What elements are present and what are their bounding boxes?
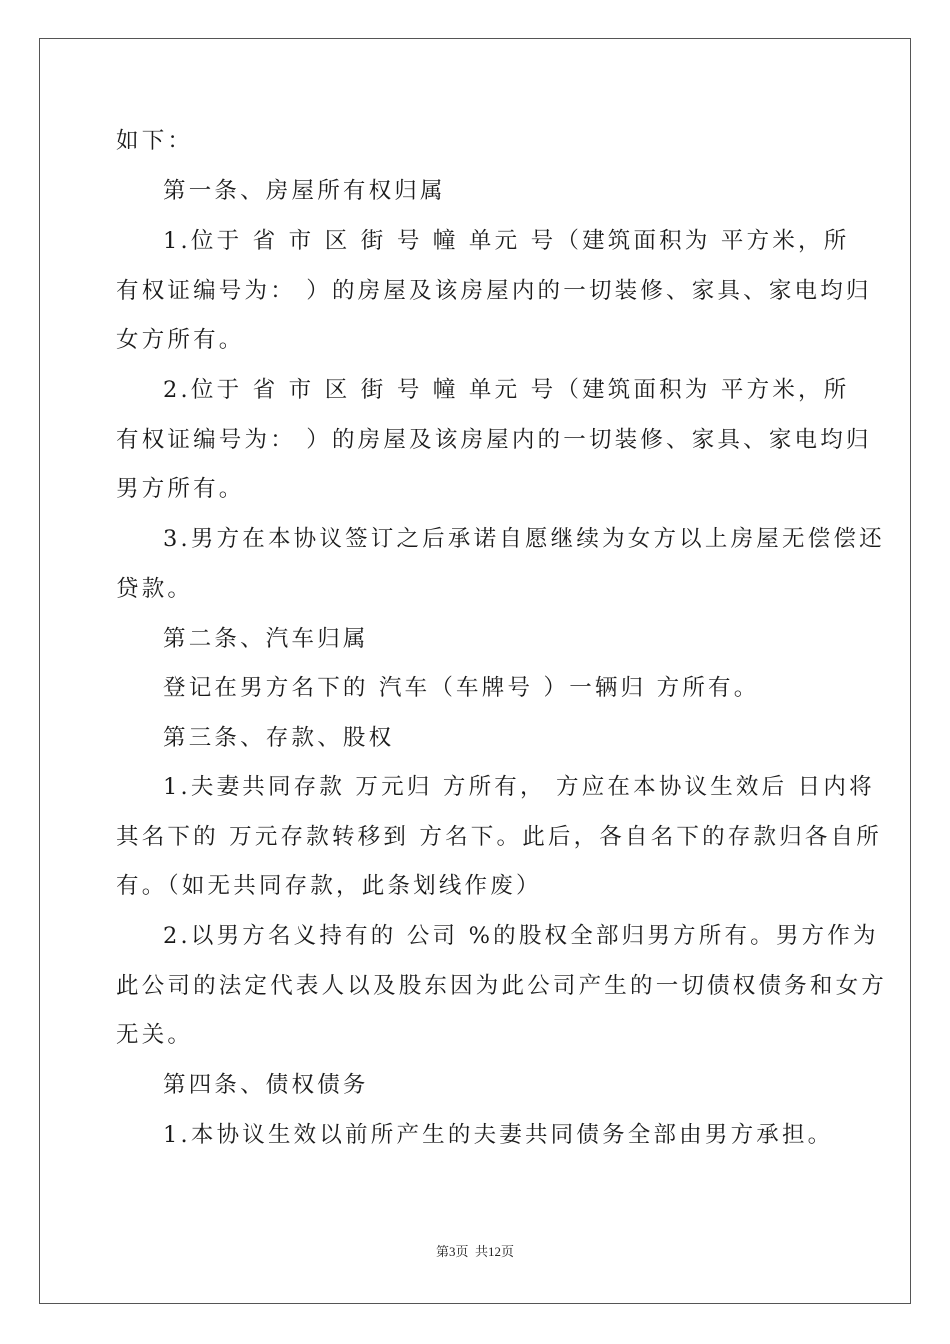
text-line: 2.位于 省 市 区 街 号 幢 单元 号（建筑面积为 平方米，所: [163, 377, 850, 403]
text-line: 登记在男方名下的 汽车（车牌号 ）一辆归 方所有。: [163, 675, 760, 701]
section-heading-2: 第二条、汽车归属: [163, 626, 369, 652]
text-line: 无关。: [116, 1022, 194, 1048]
text-line: 有权证编号为： ）的房屋及该房屋内的一切装修、家具、家电均归: [116, 278, 872, 304]
text-line: 如下：: [116, 128, 194, 154]
text-line: 有权证编号为： ）的房屋及该房屋内的一切装修、家具、家电均归: [116, 427, 872, 453]
text-line: 此公司的法定代表人以及股东因为此公司产生的一切债权债务和女方: [116, 973, 888, 999]
text-line: 1.本协议生效以前所产生的夫妻共同债务全部由男方承担。: [163, 1122, 834, 1148]
text-line: 贷款。: [116, 576, 194, 602]
text-line: 女方所有。: [116, 327, 245, 353]
text-line: 3.男方在本协议签订之后承诺自愿继续为女方以上房屋无偿偿还: [163, 526, 885, 552]
section-heading-4: 第四条、债权债务: [163, 1072, 369, 1098]
section-heading-3: 第三条、存款、股权: [163, 725, 395, 751]
text-line: 2.以男方名义持有的 公司 %的股权全部归男方所有。男方作为: [163, 923, 879, 949]
page-number: 第3页 共12页: [435, 1244, 514, 1259]
text-line: 男方所有。: [116, 476, 245, 502]
text-line: 有。（如无共同存款，此条划线作废）: [116, 873, 542, 899]
section-heading-1: 第一条、房屋所有权归属: [163, 178, 446, 204]
text-line: 1.夫妻共同存款 万元归 方所有， 方应在本协议生效后 日内将: [163, 774, 875, 800]
text-line: 1.位于 省 市 区 街 号 幢 单元 号（建筑面积为 平方米，所: [163, 228, 850, 254]
text-line: 其名下的 万元存款转移到 方名下。此后，各自名下的存款归各自所: [116, 824, 883, 850]
